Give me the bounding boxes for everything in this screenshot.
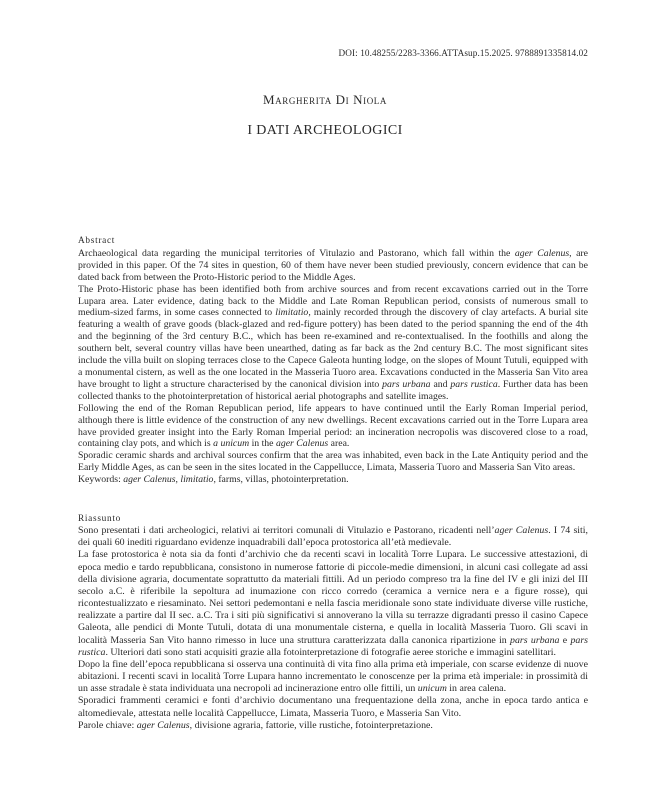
abstract-paragraph-3: Following the end of the Roman Republican period, life appears to have continued until the Early Roman Imperial period, although there is little evidence of the construction of any new dwellings. Recent excavations carried out in the Torre Lupara area have provided greater insight into the Early Roman Imperial period: an incineration necropolis was discovered close to a road, containing clay pots, and which is a unicum in the ager Calenus area. <box>78 402 588 450</box>
riassunto-heading: Riassunto <box>78 514 121 524</box>
riassunto-paragraph-4: Sporadici frammenti ceramici e fonti d’archivio documentano una frequentazione della zona, anche in epoca tardo antica e altomedievale, attestata nelle località Cappellucce, Limata, Masseria Tuoro, e Masseria San Vito. <box>78 695 588 719</box>
riassunto-paragraph-3: Dopo la fine dell’epoca repubblicana si osserva una continuità di vita fino alla prima età imperiale, con scarse evidenze di nuove abitazioni. I recenti scavi in località Torre Lupara hanno incrementato le conoscenze per la prima età imperiale: in prossimità di un asse stradale è stata individuata una necropoli ad incinerazione entro olle fittili, un unicum in area calena. <box>78 658 588 695</box>
abstract-paragraph-2: The Proto-Historic phase has been identified both from archive sources and from recent excavations carried out in the Torre Lupara area. Later evidence, dating back to the Middle and Late Roman Republican period, consists of numerous small to medium-sized farms, in some cases connected to limitatio, mainly recorded through the discovery of clay artefacts. A burial site featuring a wealth of grave goods (black-glazed and red-figure pottery) has been dated to the period spanning the end of the 4th and the beginning of the 3rd century B.C., which has been re-examined and re-contextualised. In the foothills and along the southern belt, several country villas have been unearthed, dating as far back as the 2nd century B.C. The most significant sites include the villa built on sloping terraces close to the Capece Galeota hunting lodge, on the slopes of Mount Tutuli, equipped with a monumental cistern, as well as the one located in the Masseria Tuoro area. Excavations conducted in the Masseria San Vito area have brought to light a structure characterised by the canonical division into pars urbana and pars rustica. Further data has been collected thanks to the photointerpretation of historical aerial photographs and satellite images. <box>78 283 589 402</box>
riassunto-paragraph-2: La fase protostorica è nota sia da fonti d’archivio che da recenti scavi in località Torre Lupara. Le successive attestazioni, di epoca medio e tardo repubblicana, consistono in numerose fattorie di piccole-medie dimensioni, in alcuni casi collegate ad assi della divisione agraria, documentate soprattutto da materiali fittili. Ad un periodo compreso tra la fine del IV e gli inizi del III secolo a.C. è riferibile la sepoltura ad inumazione con ricco corredo (ceramica a vernice nera e a figure rosse), qui ricontestualizzato e riesaminato. Nei settori pedemontani e nella fascia meridionale sono state individuate diverse ville rustiche, realizzate a partire dal II sec. a.C. Tra i siti più significativi si annoverano la villa su terrazze digradanti presso il casino Capece Galeota, alle pendici di Monte Tutuli, dotata di una monumentale cisterna, e quella in località Masseria Tuoro. Gli scavi in località Masseria San Vito hanno rimesso in luce una struttura caratterizzata dalla canonica ripartizione in pars urbana e pars rustica. Ulteriori dati sono stati acquisiti grazie alla fotointerpretazione di fotografie aeree storiche e immagini satellitari. <box>78 549 588 658</box>
author-name: Margherita Di Niola <box>262 92 387 107</box>
abstract-paragraph-1: Archaeological data regarding the municipal territories of Vitulazio and Pastorano, which fall within the ager Calenus, are provided in this paper. Of the 74 sites in question, 60 of them have never been studied previously, concern evidence that can be dated back from between the Proto-Historic period to the Middle Ages. <box>78 247 588 283</box>
article-title: I DATI ARCHEOLOGICI <box>247 123 403 138</box>
doi-header: DOI: 10.48255/2283-3366.ATTAsup.15.2025. 9788891335814.02 <box>338 48 588 58</box>
abstract-heading: Abstract <box>78 236 116 246</box>
riassunto-keywords: Parole chiave: ager Calenus, divisione agraria, fattorie, ville rustiche, fotointerpretazione. <box>78 719 433 731</box>
riassunto-section <box>78 513 588 732</box>
abstract-paragraph-4: Sporadic ceramic shards and archival sources confirm that the area was inhabited, even back in the Late Antiquity period and the Early Middle Ages, as can be seen in the sites located in the Cappellucce, Limata, Masseria Tuoro and Masseria San Vito areas. <box>78 450 588 474</box>
abstract-section <box>78 236 588 486</box>
riassunto-paragraph-1: Sono presentati i dati archeologici, relativi ai territori comunali di Vitulazio e Pastorano, ricadenti nell’ager Calenus. I 74 siti, dei quali 60 inediti riguardano evidenze inquadrabili dall’epoca protostorica all’età medievale. <box>78 525 588 549</box>
abstract-keywords: Keywords: ager Calenus, limitatio, farms, villas, photointerpretation. <box>78 474 349 486</box>
